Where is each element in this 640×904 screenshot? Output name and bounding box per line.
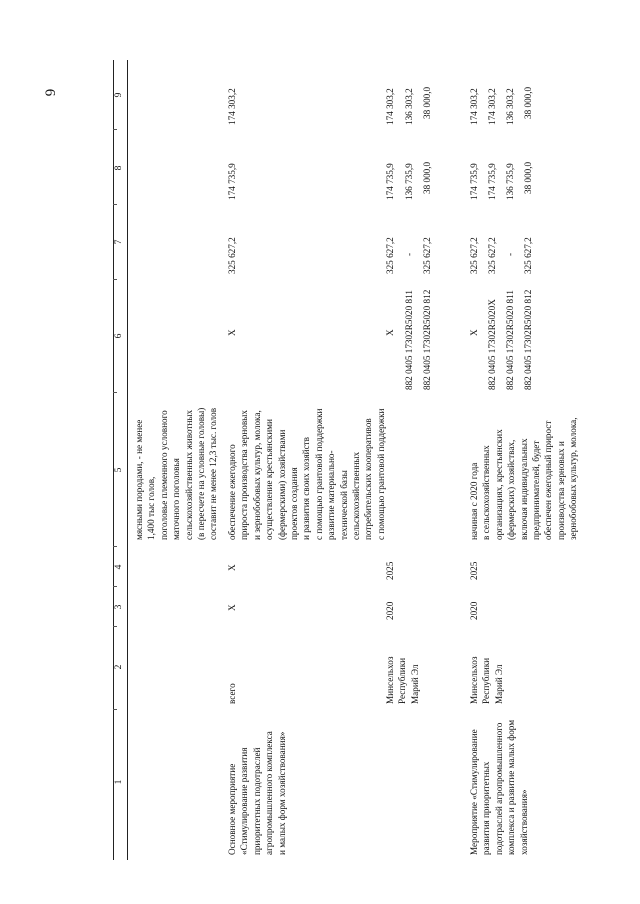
- col-divider: [113, 546, 117, 547]
- col-number-3: 3: [114, 604, 124, 610]
- text-line: Республики: [397, 657, 408, 704]
- col-divider: [113, 709, 117, 710]
- row3-line4-col8: 38 000,0: [523, 161, 533, 194]
- text-line: поголовье племенного условного: [158, 410, 169, 540]
- text-line: комплекса и развитие малых форм: [506, 719, 517, 855]
- text-line: проектов создания: [289, 467, 300, 540]
- row3-line3-col9: 136 303,2: [505, 88, 515, 125]
- text-line: обеспечение ежегодного: [227, 444, 237, 540]
- text-line: потребительских кооперативов: [363, 418, 374, 540]
- col-divider: [113, 129, 117, 130]
- row2-line2-col7: -: [404, 252, 414, 256]
- text-line: 1,400 тыс голов,: [146, 476, 157, 540]
- row1-col5-result: [226, 409, 387, 540]
- text-line: Марий Эл: [409, 664, 420, 704]
- text-line: и зернобобовых культур, молока,: [251, 410, 262, 540]
- row3-line1-col8: 174 735,9: [469, 163, 479, 200]
- continuation-col5: [133, 408, 220, 540]
- text-line: составит не менее 12,3 тыс. голов: [208, 407, 219, 540]
- text-line: приоритетных подотраслей: [251, 747, 262, 855]
- col-number-9: 9: [114, 92, 124, 98]
- text-line: (фермерскими) хозяйствами: [276, 429, 287, 540]
- col-divider: [113, 392, 117, 393]
- row2-line2-col8: 136 735,9: [404, 163, 414, 200]
- text-line: прироста производства зерновых: [239, 410, 250, 540]
- col-number-8: 8: [114, 165, 124, 171]
- row3-col2-executor: [468, 656, 505, 704]
- row1-col1-title: [226, 731, 288, 855]
- row1-col7: 325 627,2: [227, 237, 237, 274]
- text-line: Марий Эл: [493, 664, 504, 704]
- text-line: подотраслей агропромышленного: [493, 722, 504, 855]
- col-divider: [113, 586, 117, 587]
- text-line: Основное мероприятие: [227, 763, 237, 855]
- row2-line1-col9: 174 303,2: [385, 88, 395, 125]
- text-line: развития приоритетных: [481, 761, 492, 855]
- text-line: Мероприятие «Стимулирование: [469, 729, 479, 855]
- row3-col4: 2025: [469, 561, 479, 580]
- row3-line4-col7: 325 627,2: [523, 237, 533, 274]
- text-line: осуществление крестьянскими: [264, 419, 275, 540]
- text-line: начиная с 2020 года: [469, 462, 479, 540]
- col-number-1: 1: [114, 779, 124, 785]
- row2-line2-col6: 882 0405 17302R5020 811: [404, 290, 414, 390]
- text-line: сельскохозяйственных: [351, 451, 362, 540]
- row3-line1-col9: 174 303,2: [469, 88, 479, 125]
- row1-col2: всего: [227, 683, 237, 704]
- row1-col8: 174 735,9: [227, 163, 237, 200]
- text-line: развитие материально-: [326, 450, 337, 540]
- text-line: (фермерских) хозяйствах,: [506, 439, 517, 540]
- text-line: и развития своих хозяйств: [301, 436, 312, 540]
- text-line: с помощью грантовой поддержки: [313, 408, 324, 540]
- row3-col5-result: [468, 417, 580, 540]
- text-line: хозяйствования»: [518, 789, 529, 855]
- row2-col3: 2020: [385, 601, 395, 620]
- row3-line2-col9: 174 303,2: [487, 88, 497, 125]
- row2-line3-col6: 882 0405 17302R5020 812: [422, 289, 432, 390]
- text-line: зернобобовых культур, молока,: [568, 417, 579, 540]
- text-line: «Стимулирование развития: [239, 747, 250, 855]
- col-divider: [113, 279, 117, 280]
- col-divider: [113, 204, 117, 205]
- text-line: агропромышленного комплекса: [264, 731, 275, 855]
- page-number: 6: [41, 88, 58, 97]
- row3-line3-col8: 136 735,9: [505, 163, 515, 200]
- row3-line2-col7: 325 627,2: [487, 237, 497, 274]
- row2-line3-col9: 38 000,0: [422, 86, 432, 119]
- header-bottom-border: [127, 60, 128, 860]
- row3-line1-col6: X: [469, 329, 479, 336]
- row2-col4: 2025: [385, 561, 395, 580]
- text-line: предпринимателей, будет: [531, 440, 542, 540]
- text-line: Минсельхоз: [385, 656, 395, 704]
- text-line: Республики: [481, 657, 492, 704]
- col-number-5: 5: [114, 467, 124, 473]
- row1-col9: 174 303,2: [227, 88, 237, 125]
- rotated-table: [113, 60, 613, 860]
- text-line: Минсельхоз: [469, 656, 479, 704]
- row2-line3-col7: 325 627,2: [422, 237, 432, 274]
- col-number-6: 6: [114, 333, 124, 339]
- row1-col4: X: [227, 564, 237, 571]
- row2-line1-col7: 325 627,2: [385, 237, 395, 274]
- row3-line3-col6: 882 0405 17302R5020 811: [505, 290, 515, 390]
- text-line: в сельскохозяйственных: [481, 445, 492, 540]
- text-line: включая индивидуальных: [518, 438, 529, 540]
- row2-line1-col8: 174 735,9: [385, 163, 395, 200]
- text-line: и малых форм хозяйствования»: [276, 731, 287, 855]
- text-line: мясными породами, - не менее: [134, 419, 144, 540]
- row3-line1-col7: 325 627,2: [469, 237, 479, 274]
- text-line: производства зерновых и: [555, 441, 566, 540]
- text-line: технической базы: [338, 470, 349, 540]
- col-number-7: 7: [114, 239, 124, 245]
- row3-line2-col8: 174 735,9: [487, 163, 497, 200]
- text-line: с помощью грантовой поддержки: [375, 408, 386, 540]
- row2-line2-col9: 136 303,2: [404, 88, 414, 125]
- text-line: организациях, крестьянских: [493, 429, 504, 540]
- row3-line4-col6: 882 0405 17302R5020 812: [523, 289, 533, 390]
- col-number-4: 4: [114, 564, 124, 570]
- row1-col6: X: [227, 329, 237, 336]
- row3-line4-col9: 38 000,0: [523, 86, 533, 119]
- text-line: обеспечен ежегодный прирост: [543, 420, 554, 540]
- col-divider: [113, 626, 117, 627]
- row3-line2-col6: 882 0405 17302R5020X: [487, 299, 497, 390]
- row2-col2-executor: [384, 656, 421, 704]
- text-line: сельскохозяйственных животных: [183, 409, 194, 540]
- text-line: маточного поголовья: [171, 458, 182, 540]
- row3-col3: 2020: [469, 601, 479, 620]
- text-line: (в пересчете на условные головы): [196, 407, 207, 540]
- row3-line3-col7: -: [505, 252, 515, 256]
- row2-line1-col6: X: [385, 329, 395, 336]
- row1-col3: X: [227, 604, 237, 611]
- row3-col1-title: [468, 720, 530, 855]
- col-number-2: 2: [114, 664, 124, 670]
- row2-line3-col8: 38 000,0: [422, 161, 432, 194]
